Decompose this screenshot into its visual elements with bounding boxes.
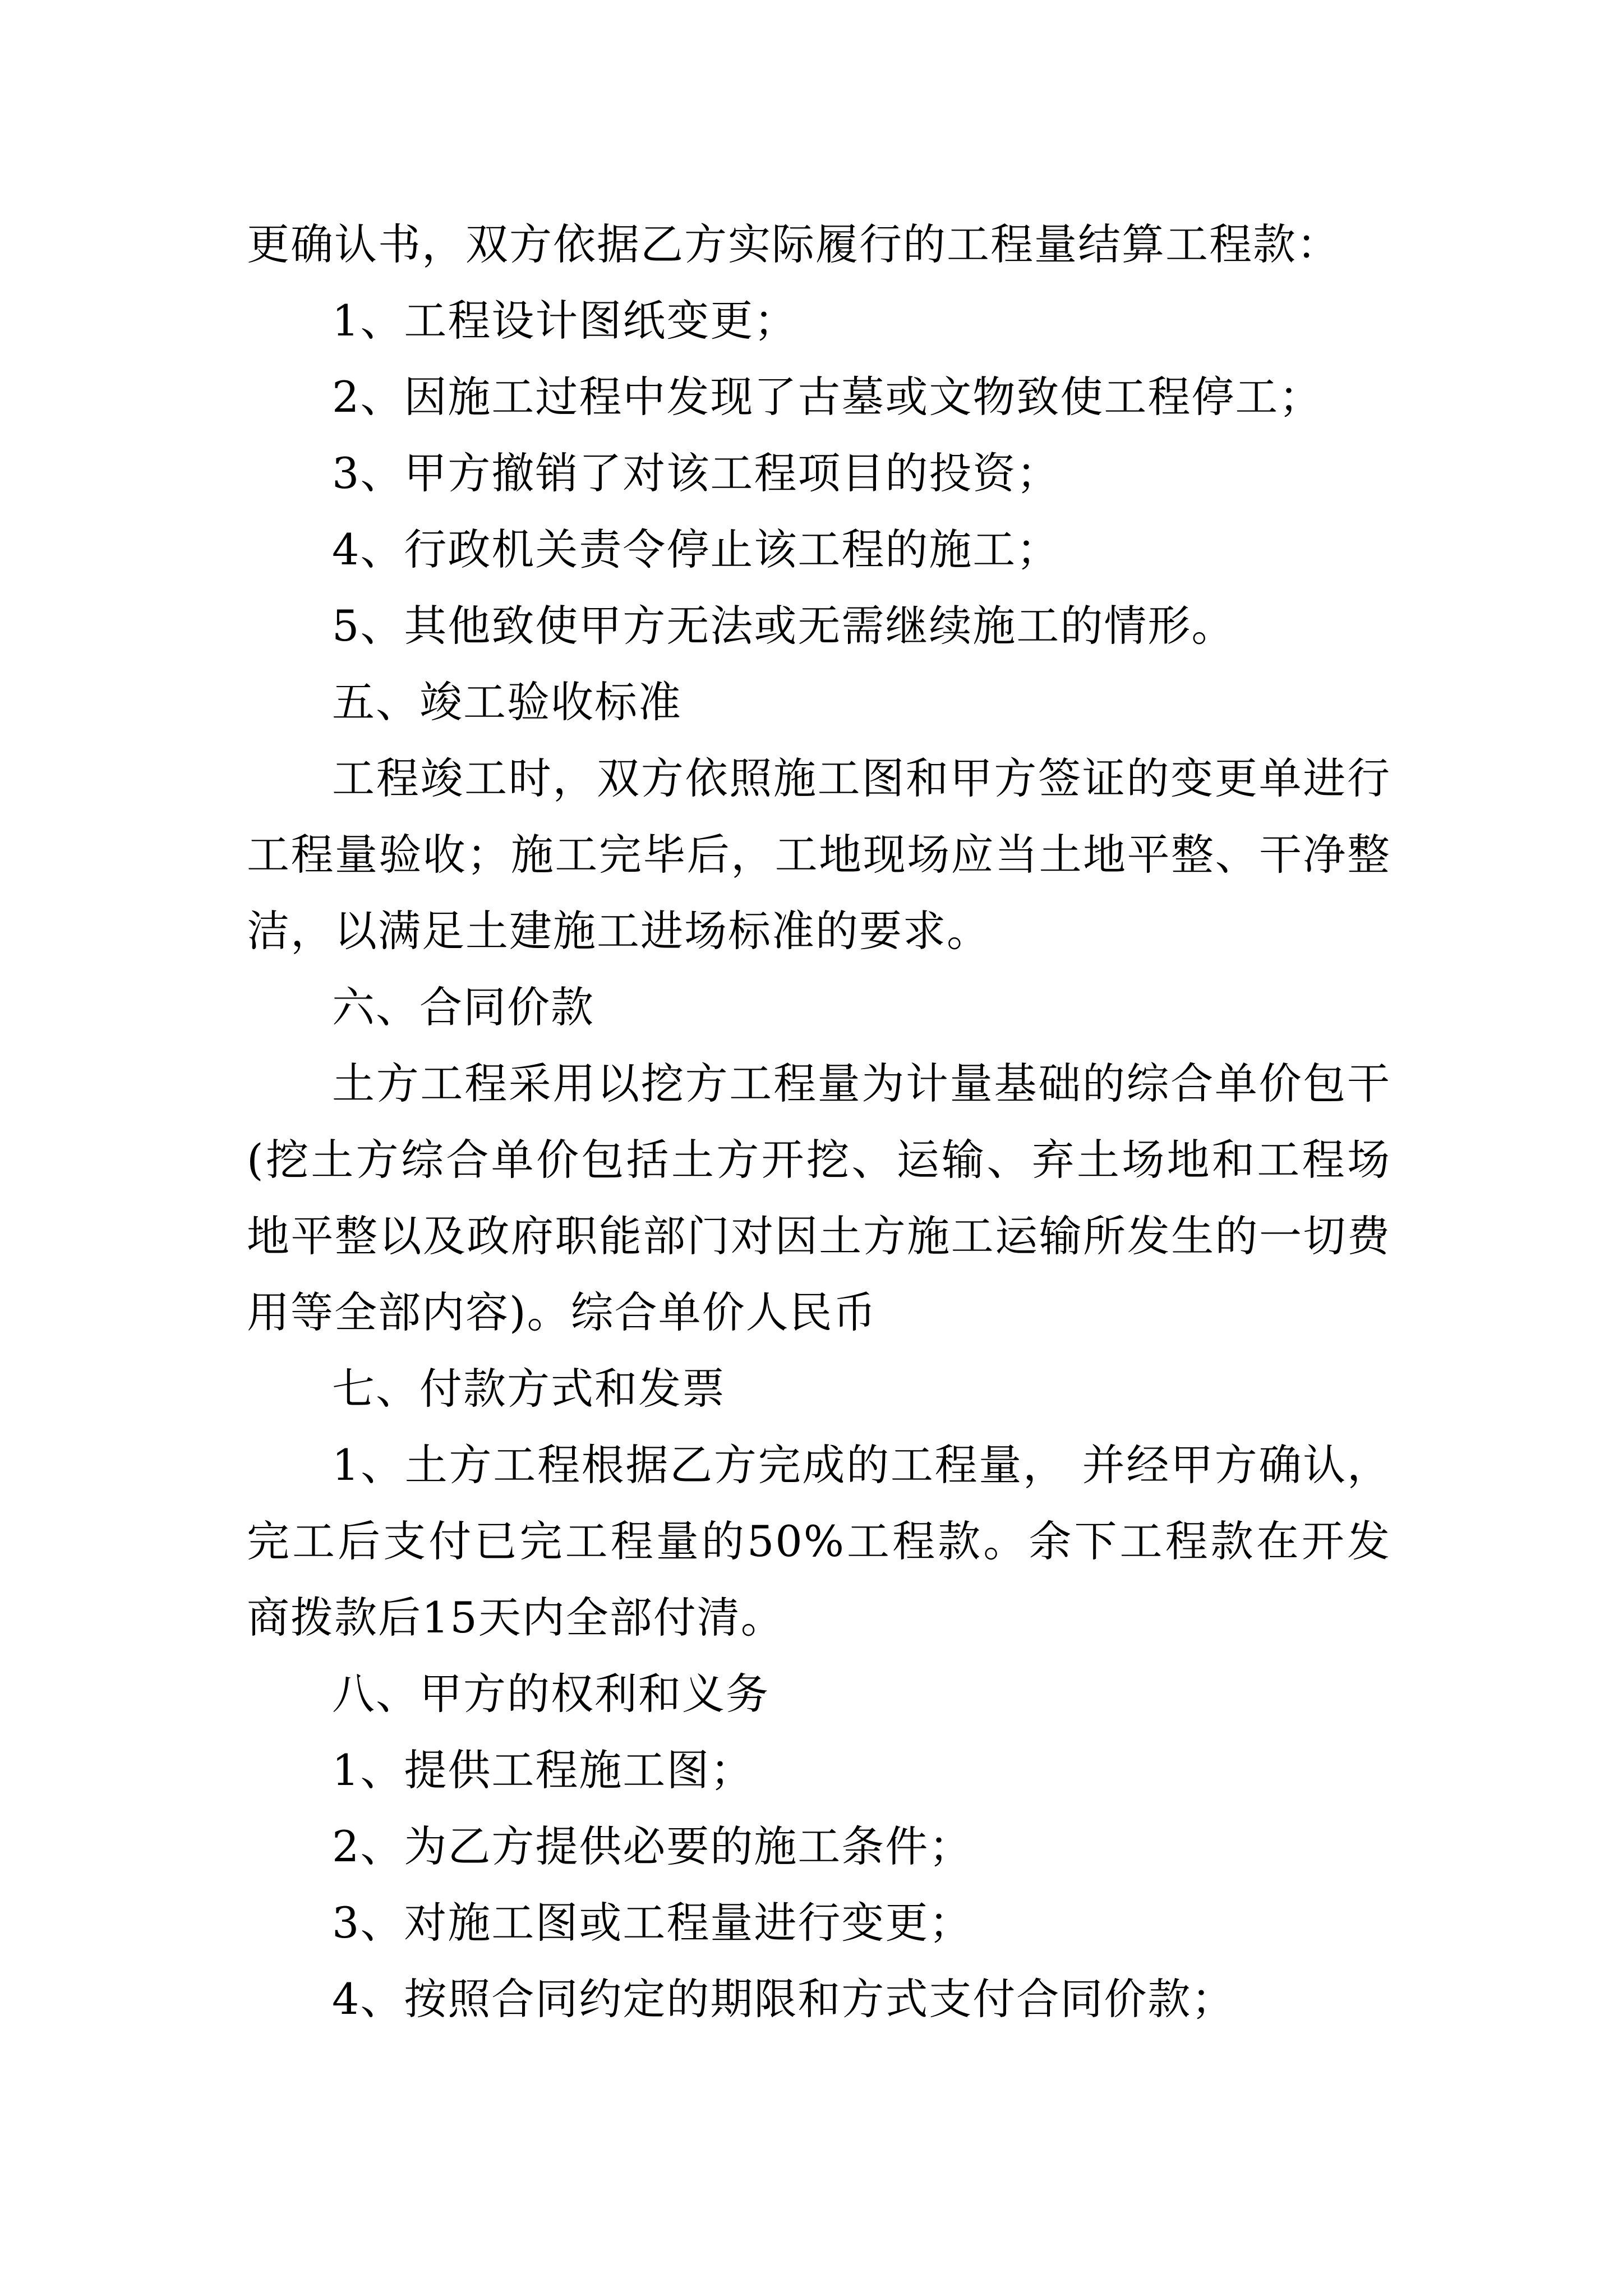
document-body — [247, 206, 1391, 2037]
list-item-2: 2、因施工过程中发现了古墓或文物致使工程停工； — [332, 372, 1323, 422]
section-heading-5: 五、竣工验收标准 — [332, 677, 682, 727]
section-heading-6: 六、合同价款 — [332, 982, 594, 1032]
obligation-item-4: 4、按照合同约定的期限和方式支付合同价款； — [332, 1974, 1235, 2024]
section-heading-7: 七、付款方式和发票 — [332, 1364, 726, 1414]
section-body-6: 土方工程采用以挖方工程量为计量基础的综合单价包干(挖土方综合单价包括土方开挖、运输、弃土场地和工程场地平整以及政府职能部门对因土方施工运输所发生的一切费用等全部内容)。综合单价人民币 — [247, 1059, 1391, 1337]
list-item-1: 1、工程设计图纸变更； — [332, 296, 798, 346]
obligation-item-2: 2、为乙方提供必要的施工条件； — [332, 1821, 973, 1871]
paragraph-continuation: 更确认书，双方依据乙方实际履行的工程量结算工程款： — [247, 219, 1340, 269]
list-item-4: 4、行政机关责令停止该工程的施工； — [332, 524, 1061, 574]
list-item-3: 3、甲方撤销了对该工程项目的投资； — [332, 448, 1061, 498]
section-heading-8: 八、甲方的权利和义务 — [332, 1669, 769, 1719]
list-item-5: 5、其他致使甲方无法或无需继续施工的情形。 — [332, 601, 1235, 651]
section-body-5: 工程竣工时，双方依照施工图和甲方签证的变更单进行工程量验收；施工完毕后，工地现场应当土地平整、干净整洁，以满足土建施工进场标准的要求。 — [247, 753, 1391, 956]
obligation-item-3: 3、对施工图或工程量进行变更； — [332, 1898, 973, 1948]
obligation-item-1: 1、提供工程施工图； — [332, 1745, 754, 1795]
section-body-7: 1、土方工程根据乙方完成的工程量， 并经甲方确认，完工后支付已完工程量的50%工程款。余下工程款在开发商拨款后15天内全部付清。 — [247, 1440, 1391, 1642]
